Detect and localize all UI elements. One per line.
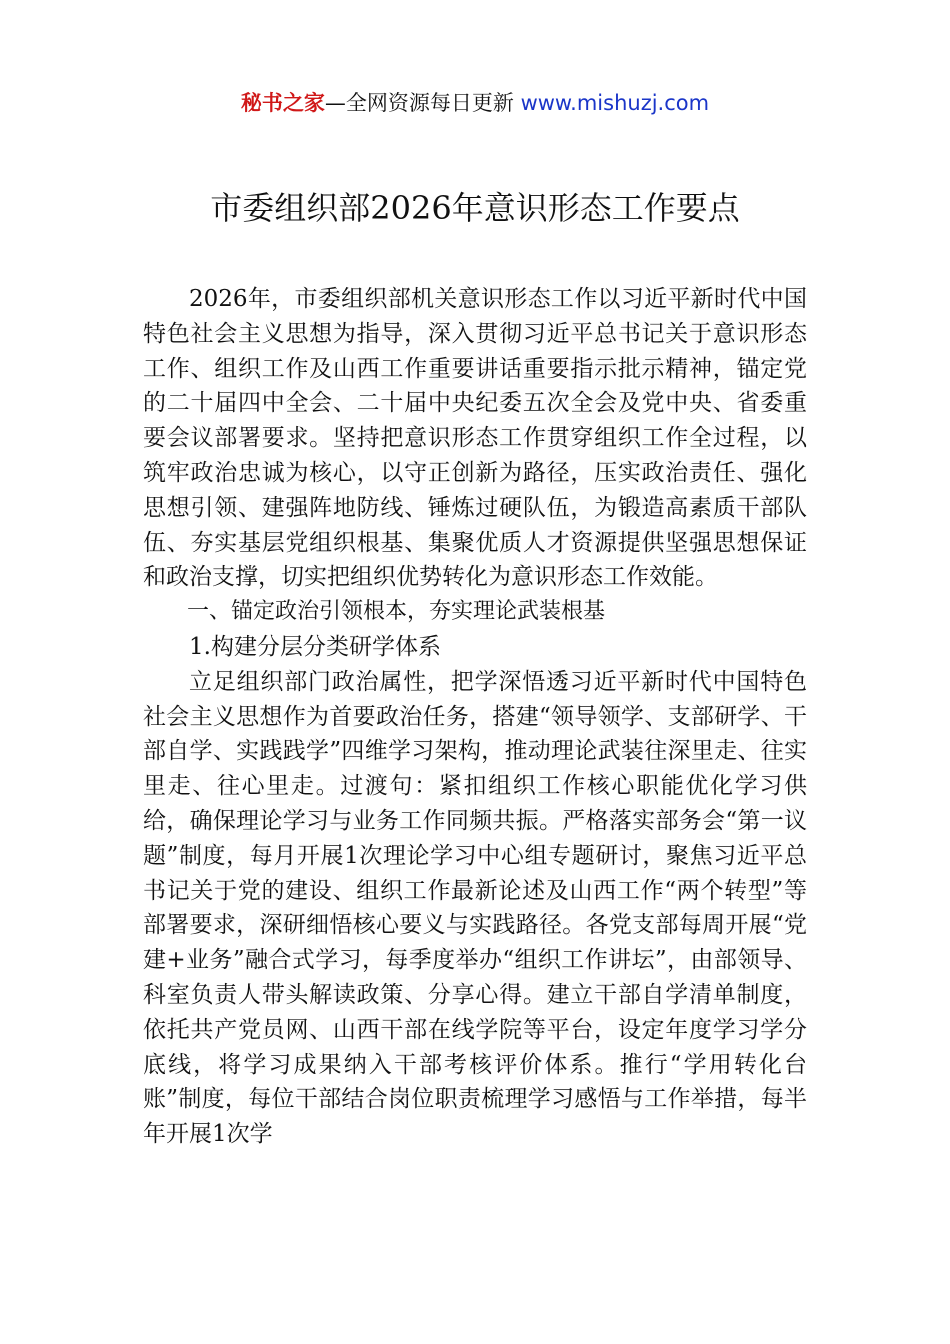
site-url-link[interactable]: www.mishuzj.com [520, 91, 710, 115]
document-body [143, 282, 807, 1152]
site-tagline: —全网资源每日更新 [324, 91, 521, 115]
body-paragraph: 立足组织部门政治属性，把学深悟透习近平新时代中国特色社会主义思想作为首要政治任务，搭建“领导领学、支部研学、干部自学、实践践学”四维学习架构，推动理论武装往深里走、往实里走、往心里走。过渡句：紧扣组织工作核心职能优化学习供给，确保理论学习与业务工作同频共振。严格落实部务会“第一议题”制度，每月开展1次理论学习中心组专题研讨，聚焦习近平总书记关于党的建设、组织工作最新论述及山西工作“两个转型”等部署要求，深研细悟核心要义与实践路径。各党支部每周开展“党建+业务”融合式学习，每季度举办“组织工作讲坛”，由部领导、科室负责人带头解读政策、分享心得。建立干部自学清单制度，依托共产党员网、山西干部在线学院等平台，设定年度学习学分底线，将学习成果纳入干部考核评价体系。推行“学用转化台账”制度，每位干部结合岗位职责梳理学习感悟与工作举措，每半年开展1次学 [143, 668, 807, 1148]
section-heading: 一、锚定政治引领根本，夯实理论武装根基 [187, 599, 606, 625]
site-banner [0, 88, 950, 118]
document-title: 市委组织部2026年意识形态工作要点 [210, 189, 740, 227]
site-brand: 秘书之家 [240, 91, 325, 115]
intro-paragraph: 2026年，市委组织部机关意识形态工作以习近平新时代中国特色社会主义思想为指导，深入贯彻习近平总书记关于意识形态工作、组织工作及山西工作重要讲话重要指示批示精神，锚定党的二十届四中全会、二十届中央纪委五次全会及党中央、省委重要会议部署要求。坚持把意识形态工作贯穿组织工作全过程，以筑牢政治忠诚为核心，以守正创新为路径，压实政治责任、强化思想引领、建强阵地防线、锤炼过硬队伍，为锻造高素质干部队伍、夯实基层党组织根基、集聚优质人才资源提供坚强思想保证和政治支撑，切实把组织优势转化为意识形态工作效能。 [143, 286, 807, 591]
subsection-heading: 1.构建分层分类研学体系 [189, 633, 441, 660]
